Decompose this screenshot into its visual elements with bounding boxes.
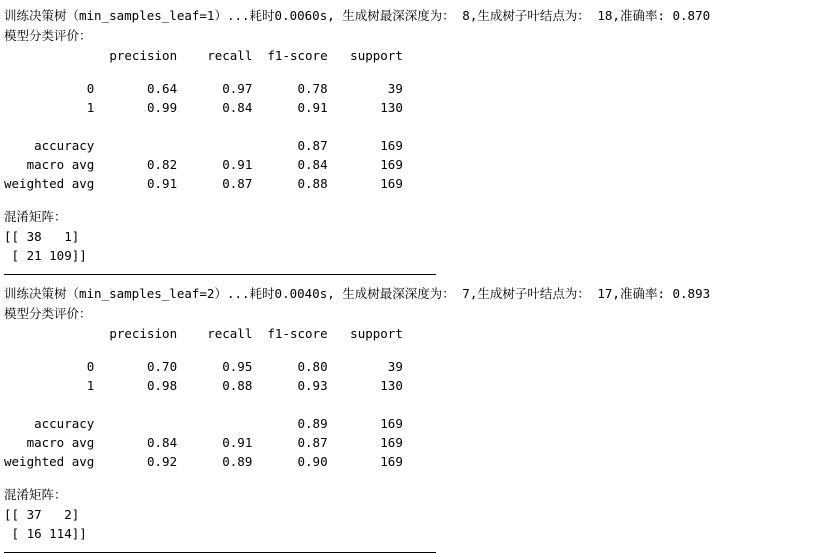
matrix-row: [[ 37 2] <box>4 507 80 522</box>
report-row: 1 0.98 0.88 0.93 130 <box>4 378 403 393</box>
report-header: precision recall f1-score support <box>4 326 403 341</box>
report-header: precision recall f1-score support <box>4 48 403 63</box>
eval-label: 模型分类评价： <box>4 28 92 43</box>
matrix-row: [[ 38 1] <box>4 229 80 244</box>
eval-label: 模型分类评价： <box>4 306 92 321</box>
matrix-label: 混淆矩阵： <box>4 487 67 502</box>
matrix-label: 混淆矩阵： <box>4 209 67 224</box>
report-row: 0 0.70 0.95 0.80 39 <box>4 359 403 374</box>
report-row: 0 0.64 0.97 0.78 39 <box>4 81 403 96</box>
section-divider <box>4 274 436 275</box>
report-row: macro avg 0.84 0.91 0.87 169 <box>4 435 403 450</box>
blank-spacer <box>4 193 813 207</box>
run-header: 训练决策树（min_samples_leaf=2）...耗时0.0040s, 生成树最深深度为： 7,生成树子叶结点为： 17,准确率: 0.893 <box>4 286 711 301</box>
report-row: accuracy 0.89 169 <box>4 416 403 431</box>
blank-spacer <box>4 65 813 79</box>
matrix-row: [ 16 114]] <box>4 526 87 541</box>
report-row <box>4 117 813 136</box>
report-row: weighted avg 0.91 0.87 0.88 169 <box>4 176 403 191</box>
matrix-row: [ 21 109]] <box>4 248 87 263</box>
run-header: 训练决策树（min_samples_leaf=1）...耗时0.0060s, 生成树最深深度为： 8,生成树子叶结点为： 18,准确率: 0.870 <box>4 8 711 23</box>
run-block-2 <box>0 284 813 543</box>
report-row: weighted avg 0.92 0.89 0.90 169 <box>4 454 403 469</box>
blank-spacer <box>4 343 813 357</box>
report-row: 1 0.99 0.84 0.91 130 <box>4 100 403 115</box>
report-row: accuracy 0.87 169 <box>4 138 403 153</box>
report-row: macro avg 0.82 0.91 0.84 169 <box>4 157 403 172</box>
run-block-1 <box>0 6 813 265</box>
blank-spacer <box>4 471 813 485</box>
report-row <box>4 395 813 414</box>
